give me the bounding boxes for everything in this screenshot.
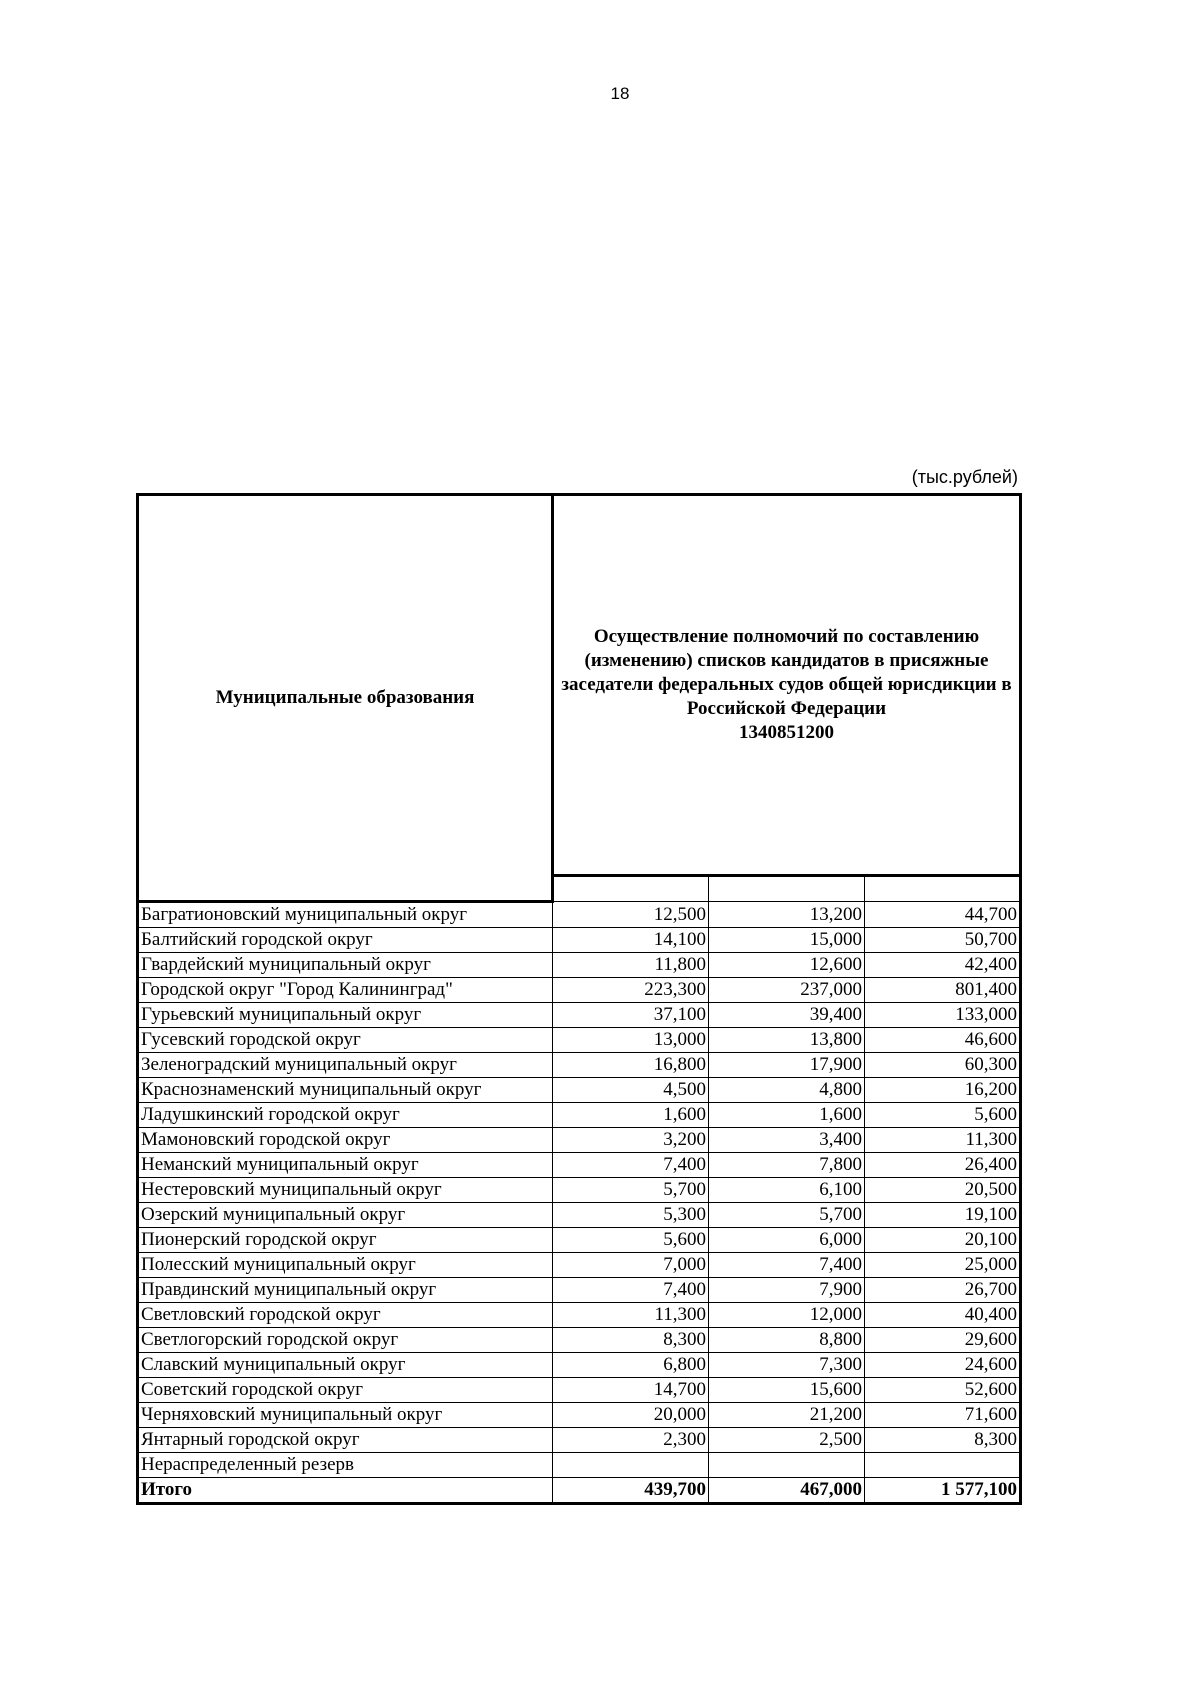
municipality-name: Озерский муниципальный округ — [138, 1203, 553, 1228]
table-row — [138, 1228, 1021, 1253]
value-col-1: 11,800 — [553, 953, 709, 978]
municipality-name: Городской округ "Город Калининград" — [138, 978, 553, 1003]
value-col-1: 2,300 — [553, 1428, 709, 1453]
table-row — [138, 1353, 1021, 1378]
value-col-1: 14,700 — [553, 1378, 709, 1403]
value-col-1: 7,000 — [553, 1253, 709, 1278]
value-col-2: 7,800 — [709, 1153, 865, 1178]
value-col-1: 439,700 — [553, 1478, 709, 1504]
municipality-name: Полесский муниципальный округ — [138, 1253, 553, 1278]
municipality-name: Краснознаменский муниципальный округ — [138, 1078, 553, 1103]
subsidy-title: Осуществление полномочий по составлению (изменению) списков кандидатов в присяжные заседатели федеральных судов общей юрисдикции в Российской Федерации — [561, 626, 1012, 719]
value-col-3: 60,300 — [865, 1053, 1021, 1078]
value-col-3: 29,600 — [865, 1328, 1021, 1353]
table-row — [138, 1378, 1021, 1403]
value-col-3: 46,600 — [865, 1028, 1021, 1053]
municipality-name: Славский муниципальный округ — [138, 1353, 553, 1378]
table-row — [138, 1003, 1021, 1028]
value-col-3: 5,600 — [865, 1103, 1021, 1128]
value-col-2 — [709, 1453, 865, 1478]
value-col-2: 467,000 — [709, 1478, 865, 1504]
value-col-2: 15,600 — [709, 1378, 865, 1403]
municipality-name: Советский городской округ — [138, 1378, 553, 1403]
value-col-2: 2,500 — [709, 1428, 865, 1453]
value-col-3: 133,000 — [865, 1003, 1021, 1028]
table-row — [138, 1453, 1021, 1478]
units-label: (тыс.рублей) — [911, 467, 1018, 487]
value-col-3: 11,300 — [865, 1128, 1021, 1153]
municipal-column-title: Муниципальные образования — [215, 687, 475, 708]
table-row — [138, 1178, 1021, 1203]
municipality-name: Черняховский муниципальный округ — [138, 1403, 553, 1428]
table-row — [138, 1153, 1021, 1178]
value-col-3: 44,700 — [865, 902, 1021, 928]
municipality-name: Гусевский городской округ — [138, 1028, 553, 1053]
value-col-2: 15,000 — [709, 928, 865, 953]
value-col-2: 13,200 — [709, 902, 865, 928]
municipality-name: Неманский муниципальный округ — [138, 1153, 553, 1178]
value-col-2: 7,300 — [709, 1353, 865, 1378]
value-col-2: 21,200 — [709, 1403, 865, 1428]
table-row — [138, 1028, 1021, 1053]
municipality-name: Мамоновский городской округ — [138, 1128, 553, 1153]
value-col-3: 71,600 — [865, 1403, 1021, 1428]
value-col-2: 6,100 — [709, 1178, 865, 1203]
value-col-2: 5,700 — [709, 1203, 865, 1228]
table-row — [138, 1403, 1021, 1428]
table-row — [138, 1078, 1021, 1103]
value-col-1: 4,500 — [553, 1078, 709, 1103]
value-col-3: 24,600 — [865, 1353, 1021, 1378]
year-col-3-header — [865, 876, 1021, 902]
value-col-2: 13,800 — [709, 1028, 865, 1053]
value-col-3: 25,000 — [865, 1253, 1021, 1278]
value-col-1: 14,100 — [553, 928, 709, 953]
value-col-2: 12,600 — [709, 953, 865, 978]
table-row — [138, 1128, 1021, 1153]
value-col-2: 6,000 — [709, 1228, 865, 1253]
value-col-1: 223,300 — [553, 978, 709, 1003]
municipality-name: Зеленоградский муниципальный округ — [138, 1053, 553, 1078]
municipality-name: Светловский городской округ — [138, 1303, 553, 1328]
table-row — [138, 1103, 1021, 1128]
total-row — [138, 1478, 1021, 1504]
subsidy-column-header — [553, 495, 1021, 876]
value-col-3: 19,100 — [865, 1203, 1021, 1228]
value-col-3: 52,600 — [865, 1378, 1021, 1403]
value-col-1: 16,800 — [553, 1053, 709, 1078]
municipality-name: Багратионовский муниципальный округ — [138, 902, 553, 928]
municipality-name: Светлогорский городской округ — [138, 1328, 553, 1353]
table-row — [138, 1253, 1021, 1278]
value-col-3: 801,400 — [865, 978, 1021, 1003]
value-col-1: 1,600 — [553, 1103, 709, 1128]
table-header-row — [138, 495, 1021, 876]
municipality-name: Пионерский городской округ — [138, 1228, 553, 1253]
value-col-1: 5,300 — [553, 1203, 709, 1228]
value-col-1: 12,500 — [553, 902, 709, 928]
value-col-1: 8,300 — [553, 1328, 709, 1353]
value-col-1: 5,700 — [553, 1178, 709, 1203]
value-col-3: 40,400 — [865, 1303, 1021, 1328]
value-col-1: 11,300 — [553, 1303, 709, 1328]
value-col-2: 12,000 — [709, 1303, 865, 1328]
value-col-1 — [553, 1453, 709, 1478]
value-col-3: 42,400 — [865, 953, 1021, 978]
value-col-3: 16,200 — [865, 1078, 1021, 1103]
table-row — [138, 1328, 1021, 1353]
value-col-3: 1 577,100 — [865, 1478, 1021, 1504]
subsidy-code: 1340851200 — [739, 722, 834, 743]
subvention-table — [136, 493, 1022, 1505]
value-col-3: 50,700 — [865, 928, 1021, 953]
table-row — [138, 953, 1021, 978]
value-col-1: 20,000 — [553, 1403, 709, 1428]
value-col-3: 8,300 — [865, 1428, 1021, 1453]
value-col-2: 3,400 — [709, 1128, 865, 1153]
value-col-1: 37,100 — [553, 1003, 709, 1028]
value-col-2: 39,400 — [709, 1003, 865, 1028]
value-col-2: 237,000 — [709, 978, 865, 1003]
table-row — [138, 902, 1021, 928]
value-col-3: 20,100 — [865, 1228, 1021, 1253]
table-row — [138, 1303, 1021, 1328]
table-row — [138, 1428, 1021, 1453]
value-col-2: 7,400 — [709, 1253, 865, 1278]
table-row — [138, 928, 1021, 953]
value-col-3: 20,500 — [865, 1178, 1021, 1203]
municipality-name: Гурьевский муниципальный округ — [138, 1003, 553, 1028]
year-col-1-header — [553, 876, 709, 902]
value-col-1: 5,600 — [553, 1228, 709, 1253]
value-col-1: 6,800 — [553, 1353, 709, 1378]
table-row — [138, 1053, 1021, 1078]
value-col-3: 26,700 — [865, 1278, 1021, 1303]
value-col-2: 8,800 — [709, 1328, 865, 1353]
table-row — [138, 1278, 1021, 1303]
value-col-1: 7,400 — [553, 1278, 709, 1303]
value-col-1: 7,400 — [553, 1153, 709, 1178]
value-col-2: 17,900 — [709, 1053, 865, 1078]
value-col-2: 1,600 — [709, 1103, 865, 1128]
municipality-name: Балтийский городской округ — [138, 928, 553, 953]
municipality-name: Нераспределенный резерв — [138, 1453, 553, 1478]
table-row — [138, 978, 1021, 1003]
municipality-name: Гвардейский муниципальный округ — [138, 953, 553, 978]
value-col-1: 13,000 — [553, 1028, 709, 1053]
value-col-2: 4,800 — [709, 1078, 865, 1103]
value-col-3: 26,400 — [865, 1153, 1021, 1178]
table-row — [138, 1203, 1021, 1228]
municipality-name: Нестеровский муниципальный округ — [138, 1178, 553, 1203]
value-col-1: 3,200 — [553, 1128, 709, 1153]
page-number: 18 — [610, 84, 630, 103]
value-col-2: 7,900 — [709, 1278, 865, 1303]
municipality-name: Правдинский муниципальный округ — [138, 1278, 553, 1303]
year-col-2-header — [709, 876, 865, 902]
value-col-3 — [865, 1453, 1021, 1478]
municipal-column-header — [138, 495, 553, 902]
table-body — [138, 902, 1021, 1504]
municipality-name: Янтарный городской округ — [138, 1428, 553, 1453]
municipality-name: Итого — [138, 1478, 553, 1504]
municipality-name: Ладушкинский городской округ — [138, 1103, 553, 1128]
